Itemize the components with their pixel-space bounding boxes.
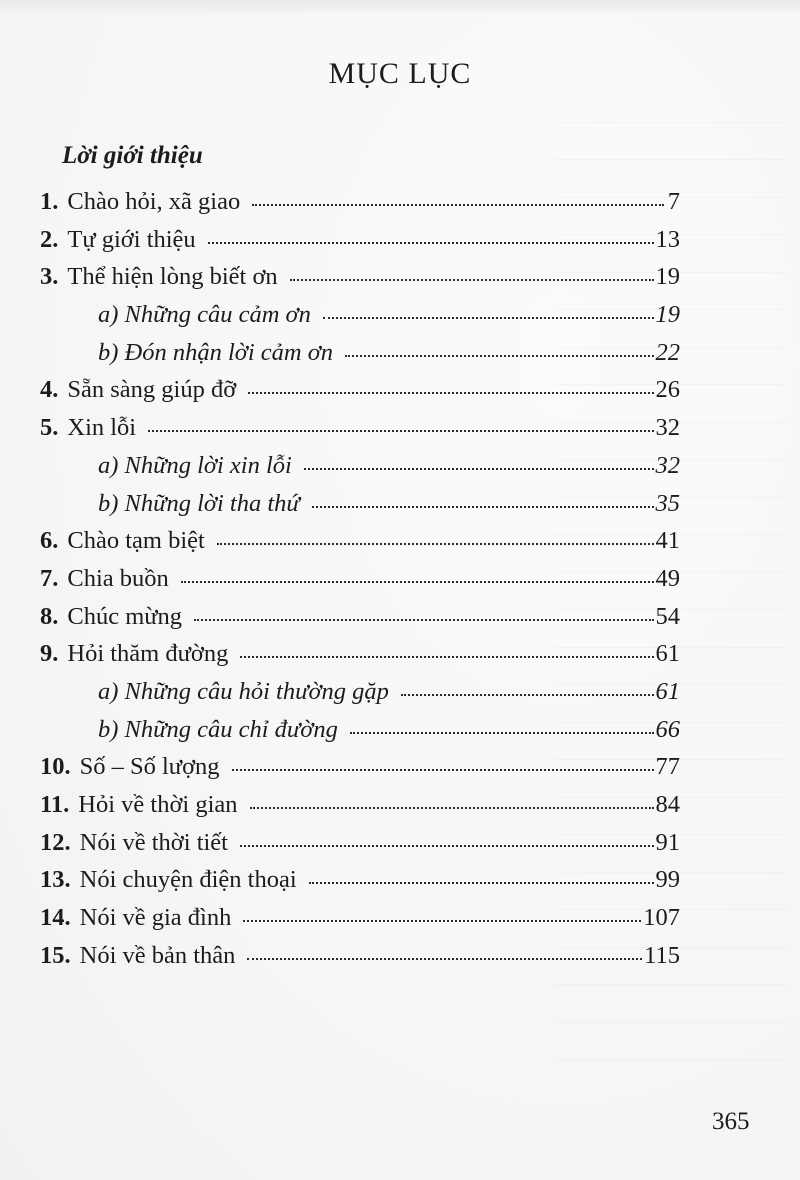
entry-label: Nói về bản thân [79,941,236,969]
bleed-ghost-line [555,123,785,161]
toc-subentry [40,447,680,485]
entry-page-number: 32 [655,414,680,442]
toc-entry [40,183,680,221]
entry-page-number: 91 [655,828,680,856]
dot-leader [401,694,654,696]
toc-subentry [40,673,680,711]
entry-label: a) Những lời xin lỗi [98,451,292,479]
entry-page-number: 107 [643,904,680,932]
page-top-edge [0,0,800,14]
entry-page-number: 77 [655,753,680,781]
toc-entry [40,635,680,673]
entry-page-number: 22 [655,338,680,366]
dot-leader [252,204,664,206]
toc-entry [40,899,680,937]
entry-number: 15. [40,941,71,969]
dot-leader [181,581,654,583]
entry-page-number: 19 [655,301,680,329]
dot-leader [208,242,654,244]
dot-leader [148,430,653,432]
entry-page-number: 35 [655,489,680,517]
entry-label: a) Những câu hỏi thường gặp [98,677,389,705]
toc-entry [40,221,680,259]
dot-leader [345,355,653,357]
dot-leader [243,920,641,922]
bleed-ghost-line [555,1023,785,1061]
entry-page-number: 13 [655,225,680,253]
entry-label: Nói về gia đình [79,904,232,932]
entry-label: Chúc mừng [67,602,183,630]
table-of-contents [40,183,680,974]
entry-label: Thể hiện lòng biết ơn [67,263,278,291]
entry-page-number: 115 [644,941,680,969]
entry-number: 2. [40,225,59,253]
entry-label: Sẵn sàng giúp đỡ [67,376,237,404]
dot-leader [240,845,654,847]
entry-number: 7. [40,564,59,592]
entry-label: Hỏi về thời gian [78,791,238,818]
entry-page-number: 84 [655,791,680,818]
entry-page-number: 7 [667,188,680,215]
entry-page-number: 49 [655,564,680,592]
dot-leader [312,506,654,508]
entry-page-number: 61 [655,677,680,705]
entry-label: Số – Số lượng [79,753,220,781]
entry-page-number: 41 [655,527,680,555]
toc-entry [40,598,680,636]
entry-page-number: 66 [655,715,680,743]
page-number: 365 [712,1108,750,1135]
dot-leader [240,656,653,658]
dot-leader [232,769,654,771]
dot-leader [248,392,653,394]
toc-subentry [40,334,680,372]
dot-leader [217,543,654,545]
entry-number: 4. [40,376,59,404]
dot-leader [350,732,654,734]
toc-entry [40,409,680,447]
dot-leader [323,317,654,319]
entry-label: b) Đón nhận lời cảm ơn [98,338,334,366]
entry-label: Nói chuyện điện thoại [79,866,297,894]
toc-subentry [40,296,680,334]
toc-entry [40,258,680,296]
bleed-ghost-line [555,985,785,1023]
toc-subentry [40,485,680,523]
entry-label: Chào tạm biệt [67,527,205,555]
toc-entry [40,861,680,899]
dot-leader [309,882,654,884]
entry-label: Nói về thời tiết [79,828,228,856]
entry-page-number: 26 [655,376,680,404]
entry-page-number: 61 [655,640,680,668]
toc-entry [40,371,680,409]
entry-number: 3. [40,263,59,291]
entry-label: a) Những câu cảm ơn [98,301,311,329]
entry-label: Hỏi thăm đường [67,640,229,668]
dot-leader [304,468,654,470]
entry-number: 5. [40,414,59,442]
dot-leader [247,958,642,960]
toc-entry [40,937,680,975]
entry-label: Chia buồn [67,564,169,592]
dot-leader [194,619,653,621]
toc-entry [40,560,680,598]
entry-number: 11. [40,791,70,818]
toc-entry [40,748,680,786]
entry-page-number: 99 [655,866,680,894]
entry-label: Chào hỏi, xã giao [67,188,241,215]
page-title: MỤC LỤC [328,57,472,90]
toc-entry [40,522,680,560]
entry-label: Tự giới thiệu [67,225,196,253]
intro-heading: Lời giới thiệu [62,142,203,169]
entry-label: Xin lỗi [67,414,137,442]
toc-subentry [40,711,680,749]
toc-entry [40,786,680,824]
entry-number: 1. [40,188,59,215]
toc-entry [40,824,680,862]
entry-number: 9. [40,640,59,668]
entry-number: 13. [40,866,71,894]
entry-number: 12. [40,828,71,856]
entry-label: b) Những lời tha thứ [98,489,300,517]
entry-number: 6. [40,527,59,555]
entry-label: b) Những câu chỉ đường [98,715,338,743]
dot-leader [250,807,654,809]
entry-number: 8. [40,602,59,630]
entry-number: 14. [40,904,71,932]
entry-page-number: 32 [655,451,680,479]
entry-page-number: 19 [655,263,680,291]
entry-number: 10. [40,753,71,781]
entry-page-number: 54 [655,602,680,630]
dot-leader [290,279,654,281]
